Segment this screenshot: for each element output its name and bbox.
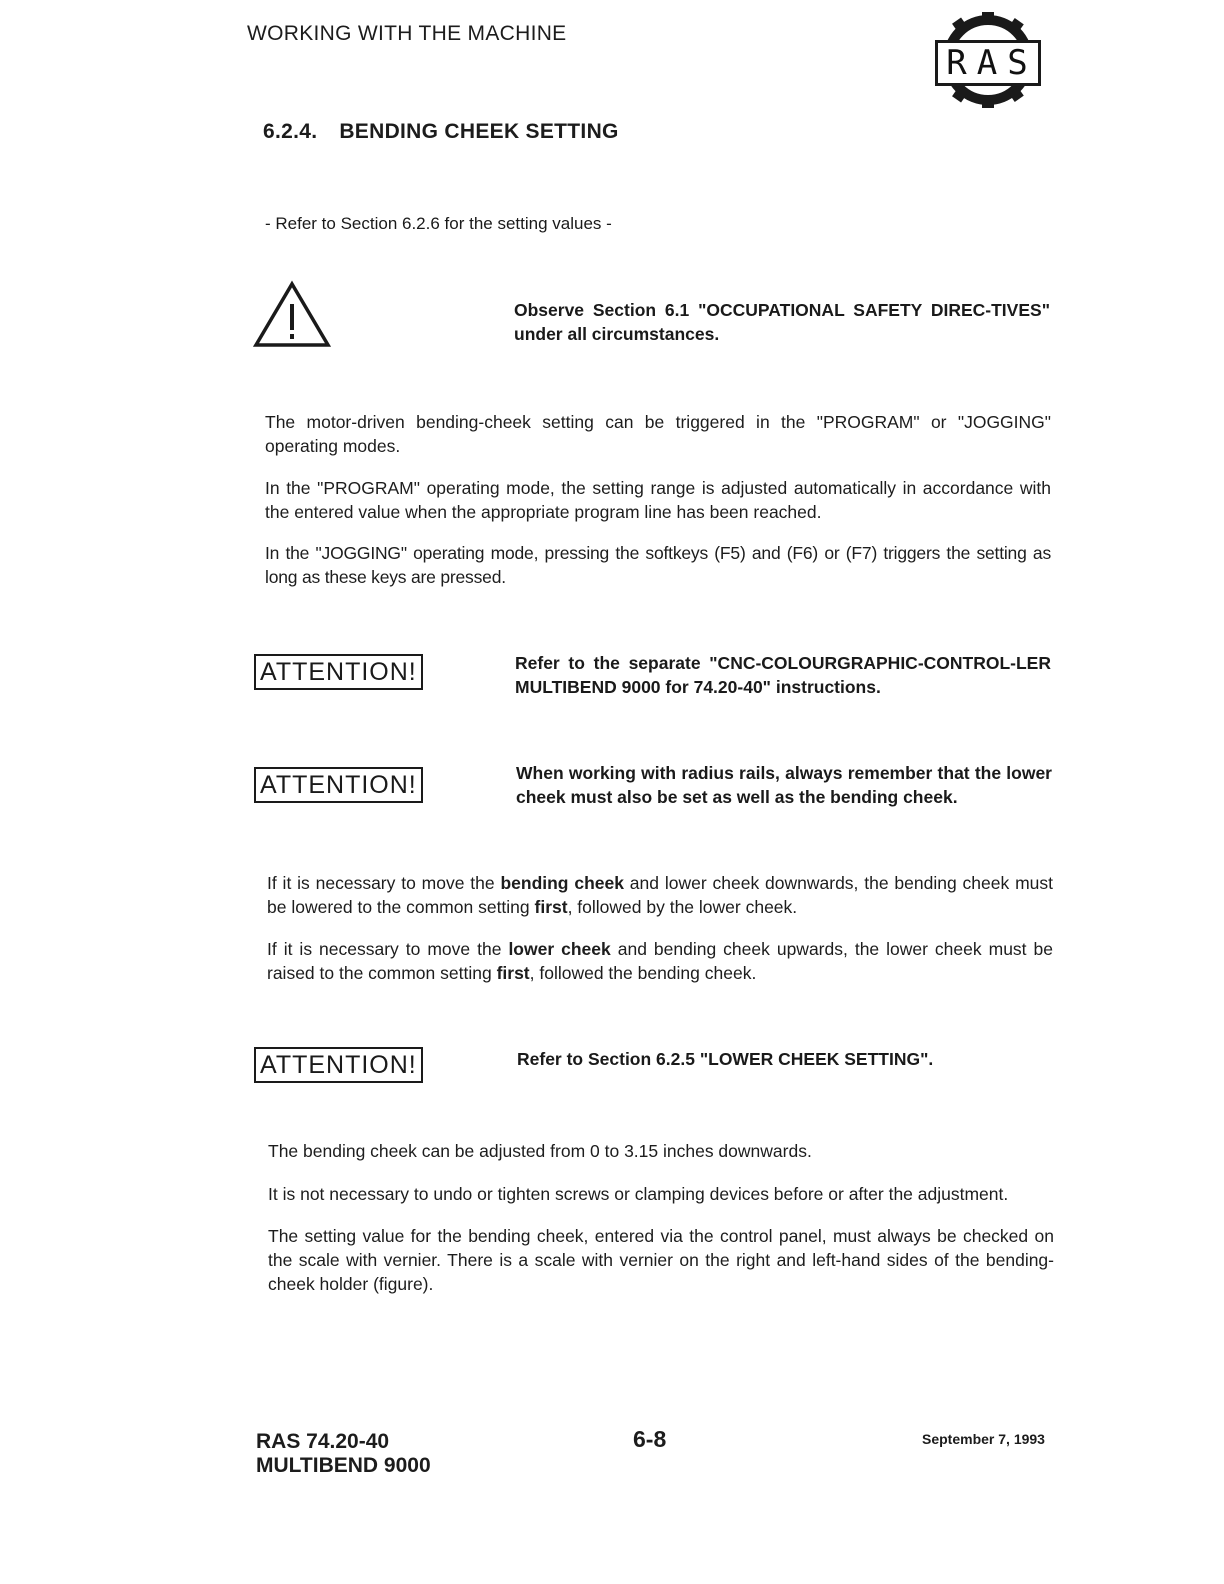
attention-label: ATTENTION! xyxy=(254,767,423,803)
paragraph-move-upwards xyxy=(267,937,1053,985)
safety-note: Observe Section 6.1 "OCCUPATIONAL SAFETY DIREC-TIVES" under all circumstances. xyxy=(514,300,1050,344)
section-title: BENDING CHEEK SETTING xyxy=(339,120,619,143)
paragraph-program-mode: In the "PROGRAM" operating mode, the setting range is adjusted automatically in accordance with the entered value when the appropriate program line has been reached. xyxy=(265,478,1051,522)
text-run-bold: lower cheek xyxy=(508,939,611,959)
section-number: 6.2.4. xyxy=(263,120,318,143)
attention-label: ATTENTION! xyxy=(254,654,423,690)
attention-note-lower-cheek: Refer to Section 6.2.5 "LOWER CHEEK SETTING". xyxy=(517,1049,934,1069)
page-header-title: WORKING WITH THE MACHINE xyxy=(247,22,567,45)
text-run: If it is necessary to move the xyxy=(267,939,509,959)
footer-product: MULTIBEND 9000 xyxy=(256,1454,431,1477)
attention-note-cnc: Refer to the separate "CNC-COLOURGRAPHIC-CONTROL-LER MULTIBEND 9000 for 74.20-40" instructions. xyxy=(515,653,1051,697)
paragraph-adjust-range: The bending cheek can be adjusted from 0 to 3.15 inches downwards. xyxy=(268,1141,812,1161)
paragraph-move-downwards xyxy=(267,871,1053,919)
text-run: , followed the bending cheek. xyxy=(529,963,757,983)
text-run-bold: first xyxy=(534,897,568,917)
attention-label: ATTENTION! xyxy=(254,1047,423,1083)
text-run: and bending cheek upwards, the lower cheek must be raised to the common setting xyxy=(267,939,1053,983)
text-run: and lower cheek downwards, the bending cheek must be lowered to the common setting xyxy=(267,873,1053,917)
paragraph-no-screws: It is not necessary to undo or tighten screws or clamping devices before or after the adjustment. xyxy=(268,1184,1009,1204)
logo-text: RAS xyxy=(935,40,1041,86)
warning-triangle-icon xyxy=(252,280,332,350)
text-run-bold: bending cheek xyxy=(500,873,624,893)
page-number: 6-8 xyxy=(633,1426,667,1452)
ras-logo xyxy=(930,10,1046,110)
attention-note-radius-rails: When working with radius rails, always remember that the lower cheek must also be set as well as the bending cheek. xyxy=(516,763,1052,807)
footer-model-block xyxy=(256,1430,431,1478)
footer-model: RAS 74.20-40 xyxy=(256,1430,390,1453)
reference-line: - Refer to Section 6.2.6 for the setting values - xyxy=(265,214,612,233)
section-heading xyxy=(263,120,619,144)
paragraph-modes: The motor-driven bending-cheek setting can be triggered in the "PROGRAM" or "JOGGING" operating modes. xyxy=(265,412,1051,456)
paragraph-jogging-mode: In the "JOGGING" operating mode, pressing the softkeys (F5) and (F6) or (F7) triggers the setting as long as these keys are pressed. xyxy=(265,543,1051,587)
paragraph-scale-vernier: The setting value for the bending cheek, entered via the control panel, must always be checked on the scale with vernier. There is a scale with vernier on the right and left-hand sides of the bending-cheek holder (figure). xyxy=(268,1226,1054,1294)
text-run: , followed by the lower cheek. xyxy=(567,897,798,917)
text-run-bold: first xyxy=(496,963,530,983)
text-run: If it is necessary to move the xyxy=(267,873,501,893)
footer-date: September 7, 1993 xyxy=(922,1431,1045,1447)
